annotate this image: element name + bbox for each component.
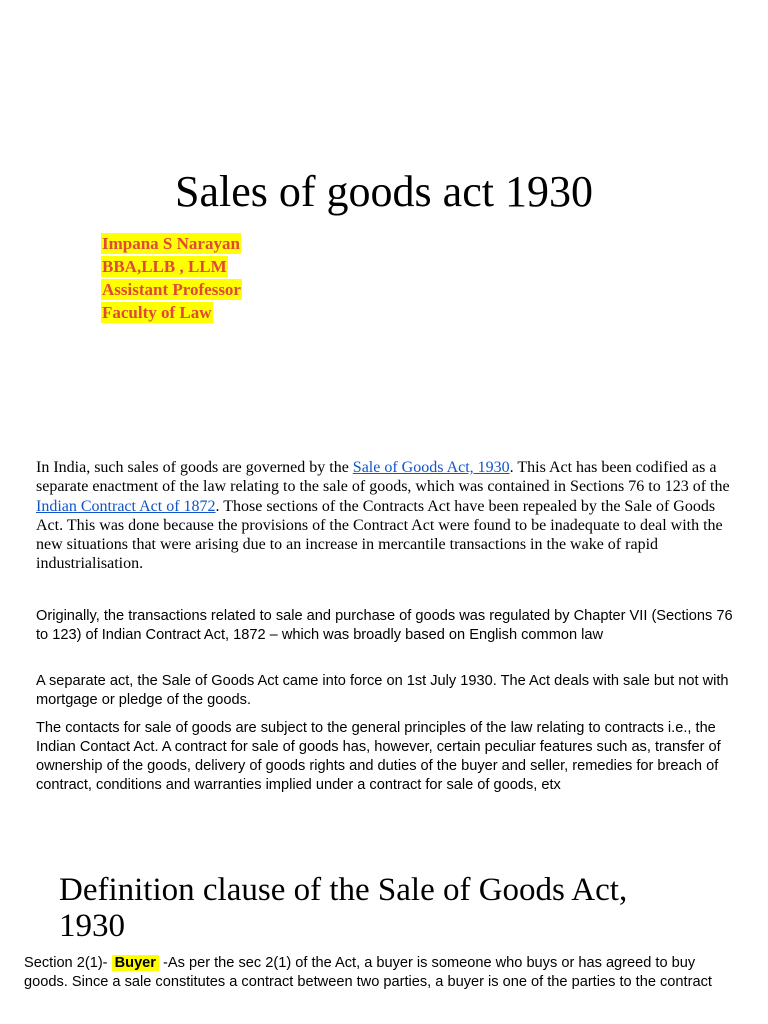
sale-of-goods-act-link[interactable]: Sale of Goods Act, 1930 — [352, 459, 510, 476]
section-prefix: Section 2(1)- — [24, 955, 112, 971]
indian-contract-act-link[interactable]: Indian Contract Act of 1872 — [36, 497, 216, 515]
paragraph-origin: Originally, the transactions related to sale and purchase of goods was regulated by Chapter VII (Sections 76 to 123) of Indian Contract Act, 1872 – which was broadly based on English common law — [36, 608, 733, 643]
author-position: Assistant Professor — [102, 280, 241, 299]
intro-text-3: . Those sections of the Contracts Act have been repealed by the Sale of Goods Act. This was done because the provisions of the Contract Act were found to be inadequate to deal with the new situations that were arising due to an increase in mercantile transactions in the wake of rapid industrialisation. — [36, 497, 723, 573]
definition-heading: Definition clause of the Sale of Goods Act, 1930 — [59, 872, 628, 944]
author-degrees: BBA,LLB , LLM — [102, 257, 227, 276]
section-text: -As per the sec 2(1) of the Act, a buyer is someone who buys or has agreed to buy goods. Since a sale constitutes a contract between two parties, a buyer is one of the parties to the contract — [24, 955, 712, 990]
intro-text-1: In India, such sales of goods are governed by the — [36, 459, 353, 476]
paragraph-separate-act: A separate act, the Sale of Goods Act came into force on 1st July 1930. The Act deals with sale but not with mortgage or pledge of the goods. — [36, 673, 729, 708]
author-faculty: Faculty of Law — [102, 303, 212, 322]
paragraph-contracts: The contacts for sale of goods are subject to the general principles of the law relating to contracts i.e., the Indian Contact Act. A contract for sale of goods has, however, certain peculiar features such as, transfer of ownership of the goods, delivery of goods rights and duties of the buyer and seller, remedies for breach of contract, conditions and warranties implied under a contract for sale of goods, etx — [36, 720, 721, 793]
author-block — [101, 233, 242, 325]
buyer-term: Buyer — [112, 955, 159, 971]
section-buyer-definition — [24, 954, 714, 992]
intro-text-2: . This Act has been codified as a separate enactment of the law relating to the sale of goods, which was contained in Sections 76 to 123 of the — [36, 459, 730, 496]
intro-paragraph — [36, 458, 736, 574]
author-name: Impana S Narayan — [102, 234, 240, 253]
page-title: Sales of goods act 1930 — [175, 167, 593, 216]
